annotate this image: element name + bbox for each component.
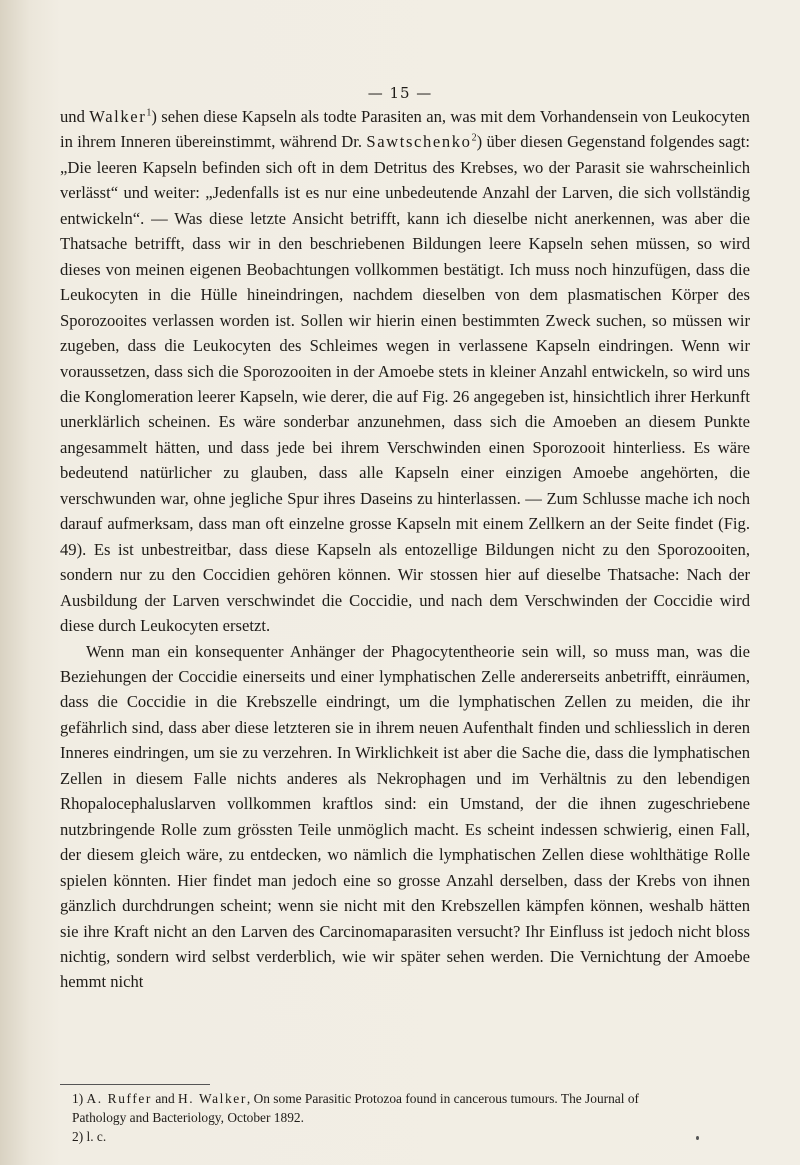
footnote: 1) A. Ruffer and H. Walker, On some Parasitic Protozoa found in cancerous tumours. The Journal of (72, 1091, 639, 1106)
footnote-ref[interactable]: 2 (471, 132, 477, 144)
author-name: A. Ruffer (86, 1091, 152, 1106)
footnote-continuation: Pathology and Bacteriology, October 1892. (72, 1110, 304, 1125)
paragraph: Wenn man ein konsequenter Anhänger der Phagocytentheorie sein will, so muss man, was die Beziehungen der Coccidie einerseits und einer lymphatischen Zelle andererseits anbetrifft, einräumen, dass die Coccidie in die Krebszelle eindringt, um die lymphatischen Zellen zu meiden, die ihr gefährlich sind, dass aber diese letzteren sie in ihrem neuen Aufenthalt finden und schliesslich in deren Inneres eindringen, um sie zu verzehren. In Wirklichkeit ist aber die Sache die, dass die lymphatischen Zellen in diesem Falle nichts anderes als Nekrophagen und im Verhältnis zu den lebendigen Rhopalocephaluslarven vollkommen kraftlos sind: ein Umstand, der die ihnen zugeschriebene nutzbringende Rolle zum grössten Teile unmöglich macht. Es scheint indessen schwierig, einen Fall, der diesem gleich wäre, zu entdecken, wo nämlich die lymphatischen Zellen diese wohlthätige Rolle spielen könnten. Hier findet man jedoch eine so grosse Anzahl derselben, dass der Krebs von ihnen gänzlich durchdrungen scheint; wenn sie nicht mit den Krebszellen kämpfen können, weshalb hätten sie ihre Kraft nicht an den Larven des Carcinomaparasiten versucht? Ihr Einfluss ist jedoch nicht bloss nichtig, sondern wird selbst verderblich, wie wir später sehen werden. Die Vernichtung der Amoebe hemmt nicht (60, 641, 750, 992)
footnotes (60, 1089, 750, 1146)
footnote-divider (60, 1084, 210, 1085)
author-name: Sawtschenko (366, 132, 472, 152)
footnote: 2) l. c. (72, 1129, 107, 1144)
body-text (60, 104, 750, 995)
ink-speck (696, 1136, 699, 1140)
paragraph: und Walker$^1$) sehen diese Kapseln als todte Parasiten an, was mit dem Vorhandensein von Leukocyten in ihrem Inneren übereinstimmt, während Dr. Sawtschenko$^2$) über diesen Gegenstand folgendes sagt: „Die leeren Kapseln befinden sich oft in dem Detritus des Krebses, wo der Parasit sie wahrscheinlich verlässt“ und weiter: „Jedenfalls ist es nur eine unbedeutende Anzahl der Larven, die sich vollständig entwickeln“. — Was diese letzte Ansicht betrifft, kann ich dieselbe nicht anerkennen, was aber die Thatsache betrifft, dass wir in den beschriebenen Bildungen leere Kapseln sehen müssen, so wird dieses von meinen eigenen Beobachtungen vollkommen bestätigt. Ich muss noch hinzufügen, dass die Leukocyten in die Hülle hineindringen, nachdem dieselben von dem plasmatischen Körper des Sporozooites verlassen worden ist. Sollen wir hierin einen bestimmten Zweck suchen, so müssen wir zugeben, dass die Leukocyten des Schleimes wegen in verlassene Kapseln eindringen. Wenn wir voraussetzen, dass sich die Sporozooiten in der Amoebe stets in kleiner Anzahl entwickeln, so wird uns die Konglomeration leerer Kapseln, wie derer, die auf Fig. 26 angegeben ist, hinsichtlich ihrer Herkunft unerklärlich scheinen. Es wäre sonderbar anzunehmen, dass sich die Amoeben an diesem Punkte angesammelt hätten, und dass jede bei ihrem Verschwinden einen Sporozooit hinterliess. Es wäre bedeutend natürlicher zu glauben, dass alle Kapseln einer einzigen Amoebe angehörten, die verschwunden war, ohne jegliche Spur ihres Daseins zu hinterlassen. — Zum Schlusse mache ich noch darauf aufmerksam, dass man oft einzelne grosse Kapseln mit einem Zellkern an der Seite findet (Fig. 49). Es ist unbestreitbar, dass diese Kapseln als entozellige Bildungen nicht zu den Sporozooiten, sondern nur zu den Coccidien gehören können. Wir stossen hier auf dieselbe Thatsache: Nach der Ausbildung der Larven verschwindet die Coccidie, und nach dem Verschwinden der Coccidie wird diese durch Leukocyten ersetzt. (60, 107, 750, 636)
author-name: H. Walker (178, 1091, 247, 1106)
page-number: — 15 — (367, 84, 433, 102)
footnote-ref[interactable]: 1 (146, 107, 152, 119)
author-name: Walker (89, 107, 147, 126)
